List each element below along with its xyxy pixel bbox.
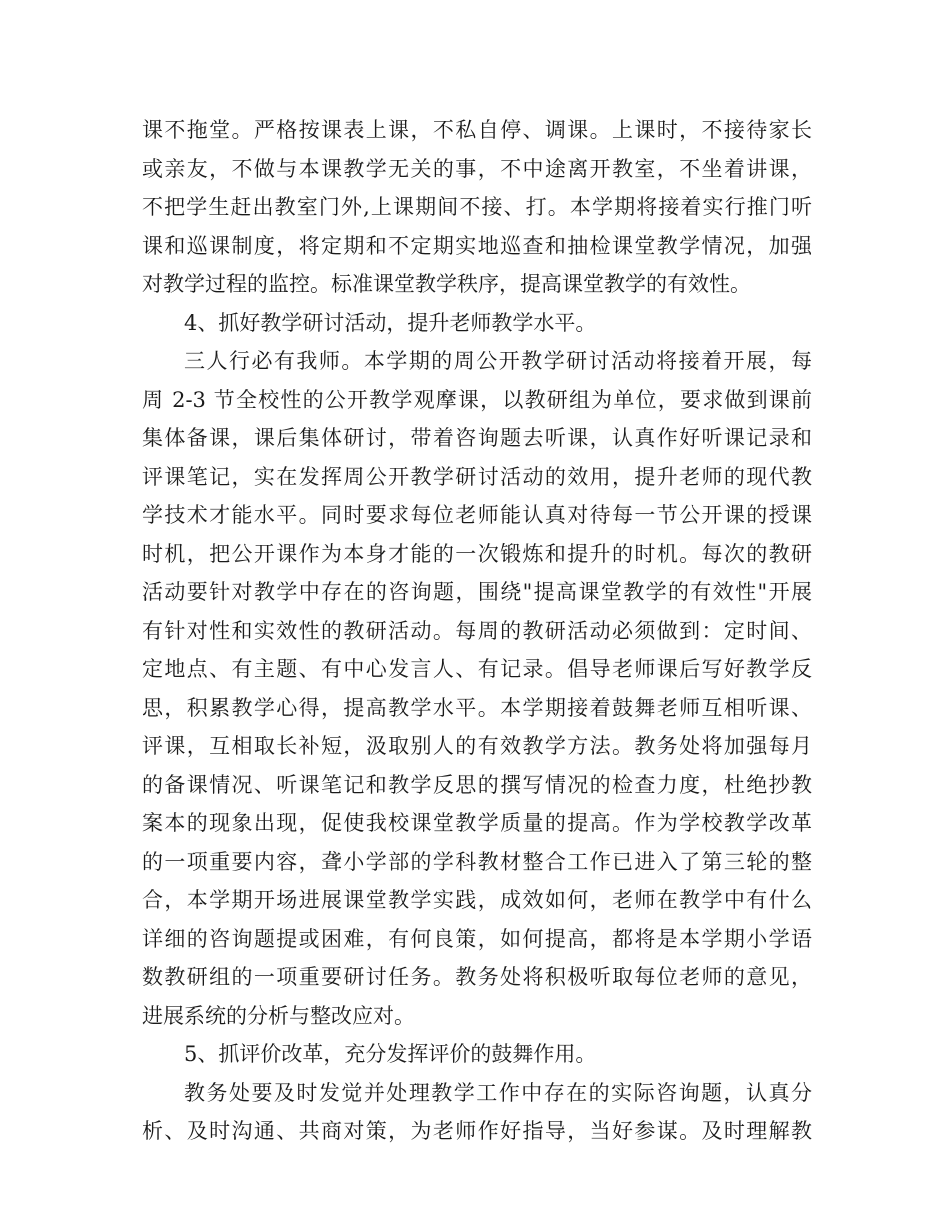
- text-line: 集体备课，课后集体研讨，带着咨询题去听课，认真作好听课记录和: [142, 426, 812, 450]
- text-line: 周 2-3 节全校性的公开教学观摩课，以教研组为单位，要求做到课前: [142, 387, 812, 412]
- text-line: 教务处要及时发觉并处理教学工作中存在的实际咨询题，认真分: [184, 1080, 812, 1105]
- text-line: 5、抓评价改革，充分发挥评价的鼓舞作用。: [184, 1042, 597, 1066]
- text-line: 有针对性和实效性的教研活动。每周的教研活动必须做到：定时间、: [142, 618, 812, 643]
- text-line: 4、抓好教学研讨活动，提升老师教学水平。: [184, 310, 597, 335]
- text-line: 数教研组的一项重要研讨任务。教务处将积极听取每位老师的意见，: [142, 965, 812, 989]
- text-line: 活动要针对教学中存在的咨询题，围绕"提高课堂教学的有效性"开展: [142, 580, 812, 604]
- text-line: 定地点、有主题、有中心发言人、有记录。倡导老师课后写好教学反: [142, 657, 812, 681]
- text-line: 的备课情况、听课笔记和教学反思的撰写情况的检查力度，杜绝抄教: [142, 772, 812, 797]
- text-line: 的一项重要内容，聋小学部的学科教材整合工作已进入了第三轮的整: [142, 849, 812, 874]
- text-line: 详细的咨询题提或困难，有何良策，如何提高，都将是本学期小学语: [142, 926, 812, 951]
- text-line: 课和巡课制度，将定期和不定期实地巡查和抽检课堂教学情况，加强: [142, 233, 812, 258]
- text-line: 对教学过程的监控。标准课堂教学秩序，提高课堂教学的有效性。: [142, 272, 751, 296]
- text-line: 合，本学期开场进展课堂教学实践，成效如何，老师在教学中有什么: [142, 888, 812, 912]
- text-line: 析、及时沟通、共商对策，为老师作好指导，当好参谋。及时理解教: [142, 1119, 812, 1143]
- text-line: 课不拖堂。严格按课表上课，不私自停、调课。上课时，不接待家长: [142, 118, 812, 142]
- text-line: 案本的现象出现，促使我校课堂教学质量的提高。作为学校教学改革: [142, 811, 812, 835]
- text-line: 三人行必有我师。本学期的周公开教学研讨活动将接着开展，每: [184, 349, 812, 373]
- text-line: 时机，把公开课作为本身才能的一次锻炼和提升的时机。每次的教研: [142, 541, 812, 566]
- text-line: 学技术才能水平。同时要求每位老师能认真对待每一节公开课的授课: [142, 503, 812, 527]
- text-line: 进展系统的分析与整改应对。: [142, 1003, 415, 1028]
- body-text: [142, 111, 812, 1151]
- text-line: 或亲友，不做与本课教学无关的事，不中途离开教室，不坐着讲课，: [142, 156, 812, 181]
- text-line: 不把学生赶出教室门外,上课期间不接、打。本学期将接着实行推门听: [142, 195, 812, 219]
- text-line: 评课，互相取长补短，汲取别人的有效教学方法。教务处将加强每月: [142, 734, 812, 758]
- text-line: 思，积累教学心得，提高教学水平。本学期接着鼓舞老师互相听课、: [142, 695, 812, 720]
- text-line: 评课笔记，实在发挥周公开教学研讨活动的效用，提升老师的现代教: [142, 464, 812, 489]
